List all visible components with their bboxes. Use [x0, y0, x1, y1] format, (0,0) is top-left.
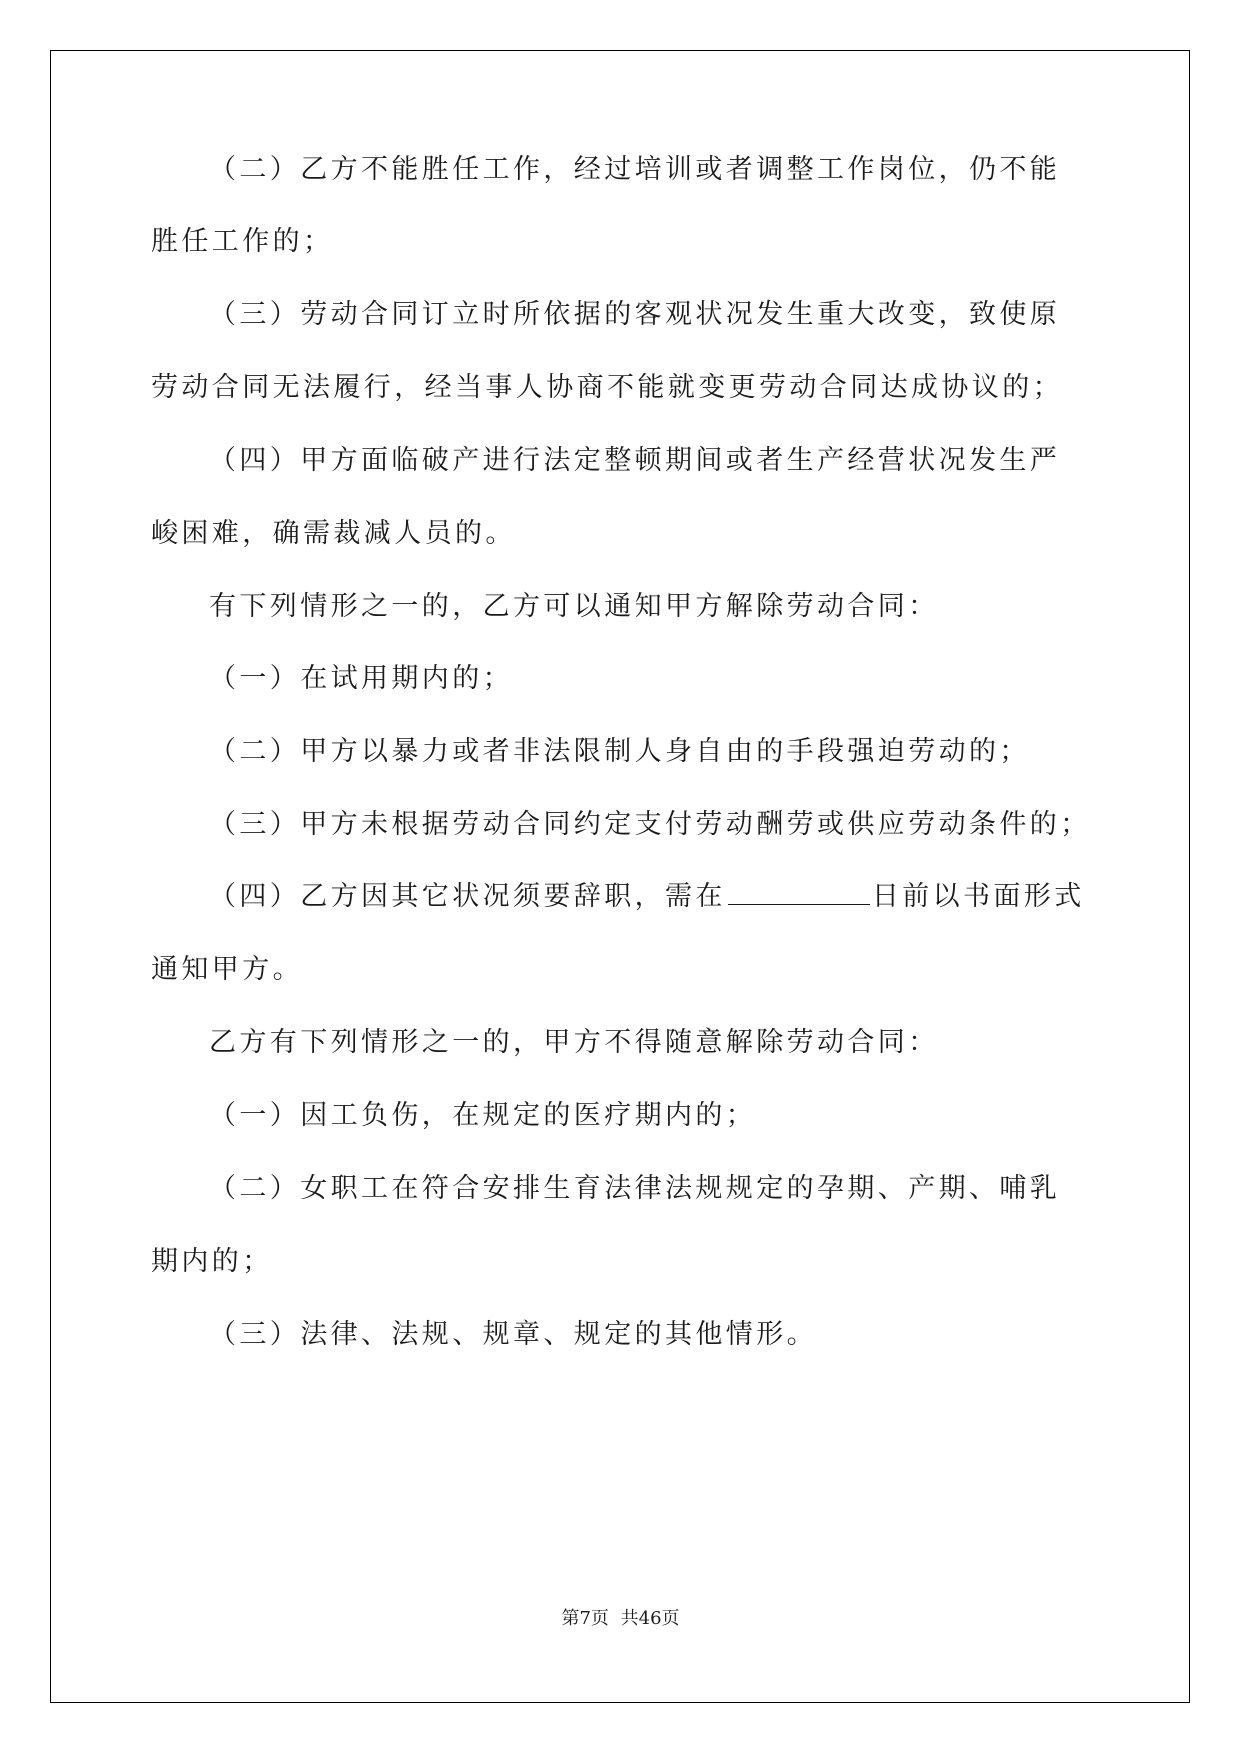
- paragraph-line: 劳动合同无法履行，经当事人协商不能就变更劳动合同达成协议的；: [151, 372, 1063, 403]
- paragraph-line: （一）因工负伤，在规定的医疗期内的；: [209, 1100, 757, 1131]
- paragraph-line: [209, 877, 1085, 917]
- paragraph-line: （一）在试用期内的；: [209, 663, 513, 694]
- text-segment: （四）乙方因其它状况须要辞职，需在: [209, 881, 726, 912]
- paragraph-line: 有下列情形之一的，乙方可以通知甲方解除劳动合同：: [209, 591, 939, 622]
- fill-in-blank: [728, 878, 870, 905]
- paragraph-line: （二）乙方不能胜任工作，经过培训或者调整工作岗位，仍不能: [209, 154, 1061, 185]
- page-footer: [0, 1604, 1241, 1630]
- paragraph-line: （二）女职工在符合安排生育法律法规规定的孕期、产期、哺乳: [209, 1173, 1061, 1204]
- paragraph-line: 峻困难，确需裁减人员的。: [151, 518, 516, 549]
- text-segment: 日前以书面形式: [871, 881, 1085, 912]
- paragraph-line: （三）劳动合同订立时所依据的客观状况发生重大改变，致使原: [209, 299, 1061, 330]
- paragraph-line: （三）甲方未根据劳动合同约定支付劳动酬劳或供应劳动条件的；: [209, 809, 1091, 840]
- paragraph-line: 胜任工作的；: [151, 226, 334, 257]
- paragraph-line: （四）甲方面临破产进行法定整顿期间或者生产经营状况发生严: [209, 445, 1061, 476]
- paragraph-line: （三）法律、法规、规章、规定的其他情形。: [209, 1319, 817, 1350]
- total-pages: 共46页: [620, 1608, 680, 1629]
- paragraph-line: （二）甲方以暴力或者非法限制人身自由的手段强迫劳动的；: [209, 736, 1030, 767]
- paragraph-line: 乙方有下列情形之一的，甲方不得随意解除劳动合同：: [209, 1027, 939, 1058]
- paragraph-line: 通知甲方。: [151, 954, 303, 985]
- paragraph-line: 期内的；: [151, 1246, 273, 1277]
- page-number: 第7页: [561, 1608, 609, 1629]
